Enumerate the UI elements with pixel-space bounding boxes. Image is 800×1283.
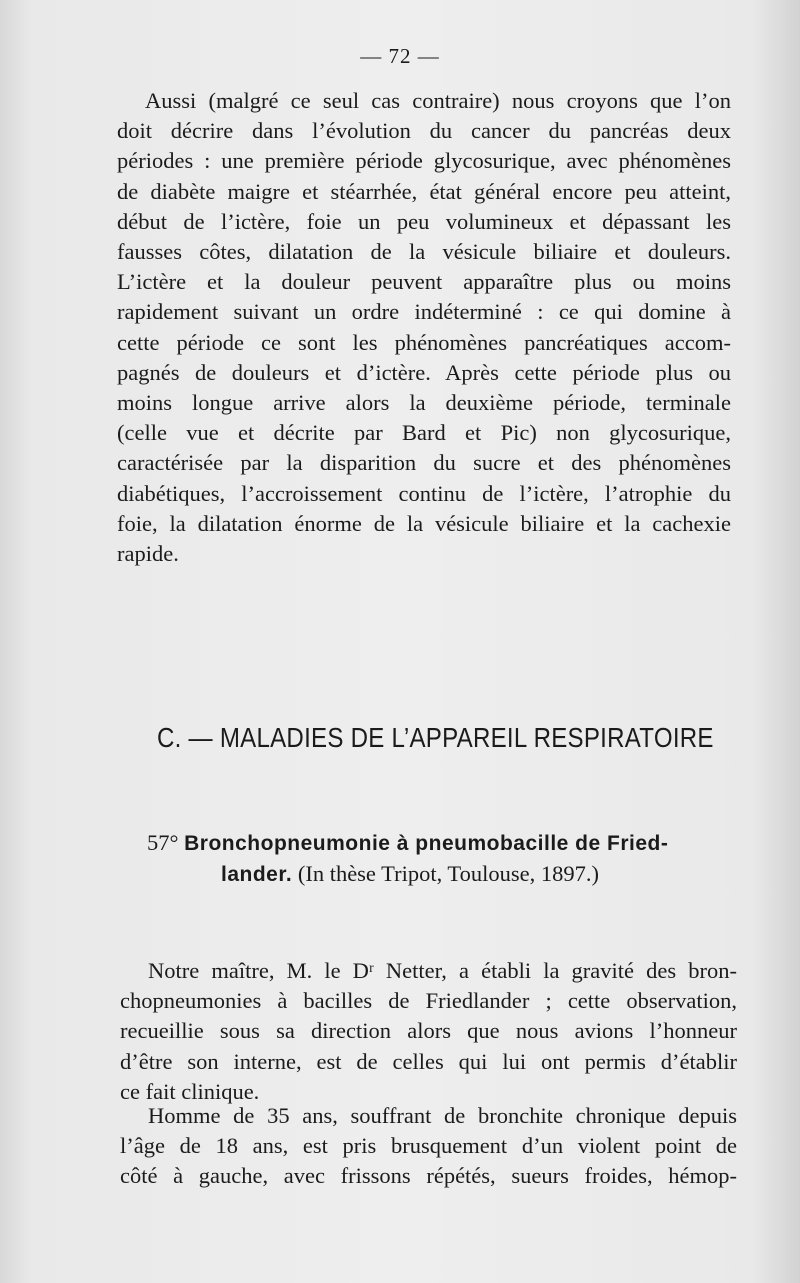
text-line: cette période ce sont les phénomènes pancréatiques accom- — [117, 329, 731, 355]
paragraph-pancreas-cancer — [117, 86, 731, 569]
text-line: foie, la dilatation énorme de la vésicule biliaire et la cachexie — [117, 510, 731, 536]
text-line: moins longue arrive alors la deuxième période, terminale — [117, 390, 731, 416]
text-line: recueillie sous sa direction alors que nous avions l’honneur — [120, 1018, 737, 1044]
text-line: rapide. — [117, 541, 179, 567]
page-number: — 72 — — [360, 44, 440, 68]
text-line: chopneumonies à bacilles de Friedlander ; cette observation, — [120, 988, 737, 1014]
entry-title — [147, 828, 737, 890]
text-line: fausses côtes, dilatation de la vésicule biliaire et douleurs. — [117, 239, 731, 265]
text-line: côté à gauche, avec frissons répétés, sueurs froides, hémop- — [120, 1163, 737, 1189]
text-line: L’ictère et la douleur peuvent apparaître plus ou moins — [117, 269, 731, 295]
text-line: rapidement suivant un ordre indéterminé : ce qui domine à — [117, 299, 731, 325]
text-line: pagnés de douleurs et d’ictère. Après cette période plus ou — [117, 359, 731, 385]
text-line: Aussi (malgré ce seul cas contraire) nous croyons que l’on — [145, 88, 731, 113]
text-line: de diabète maigre et stéarrhée, état général encore peu atteint, — [117, 178, 731, 204]
text-line: début de l’ictère, foie un peu volumineux et dépassant les — [117, 208, 731, 234]
entry-title-bold: Bronchopneumonie à pneumobacille de Fried- — [184, 832, 669, 855]
entry-number: 57° — [147, 830, 179, 855]
text-line: ce fait clinique. — [120, 1078, 260, 1104]
text-line: Notre maître, M. le Dʳ Netter, a établi la gravité des bron- — [148, 958, 737, 983]
section-heading: C. — MALADIES DE L’APPAREIL RESPIRATOIRE — [157, 722, 714, 753]
text-line: diabétiques, l’accroissement continu de l’ictère, l’atrophie du — [117, 480, 731, 506]
text-line: périodes : une première période glycosurique, avec phénomènes — [117, 148, 731, 174]
paragraph-case-history — [120, 1101, 737, 1192]
text-line: (celle vue et décrite par Bard et Pic) non glycosurique, — [117, 420, 731, 446]
entry-title-bold-continued: lander. — [221, 863, 293, 886]
text-line: Homme de 35 ans, souffrant de bronchite chronique depuis — [148, 1103, 737, 1128]
entry-citation: (In thèse Tripot, Toulouse, 1897.) — [297, 861, 599, 886]
text-line: caractérisée par la disparition du sucre et des phénomènes — [117, 450, 731, 476]
text-line: doit décrire dans l’évolution du cancer du pancréas deux — [117, 118, 731, 144]
paragraph-netter — [120, 956, 737, 1107]
text-line: l’âge de 18 ans, est pris brusquement d’un violent point de — [120, 1133, 737, 1159]
text-line: d’être son interne, est de celles qui lui ont permis d’établir — [120, 1048, 737, 1074]
